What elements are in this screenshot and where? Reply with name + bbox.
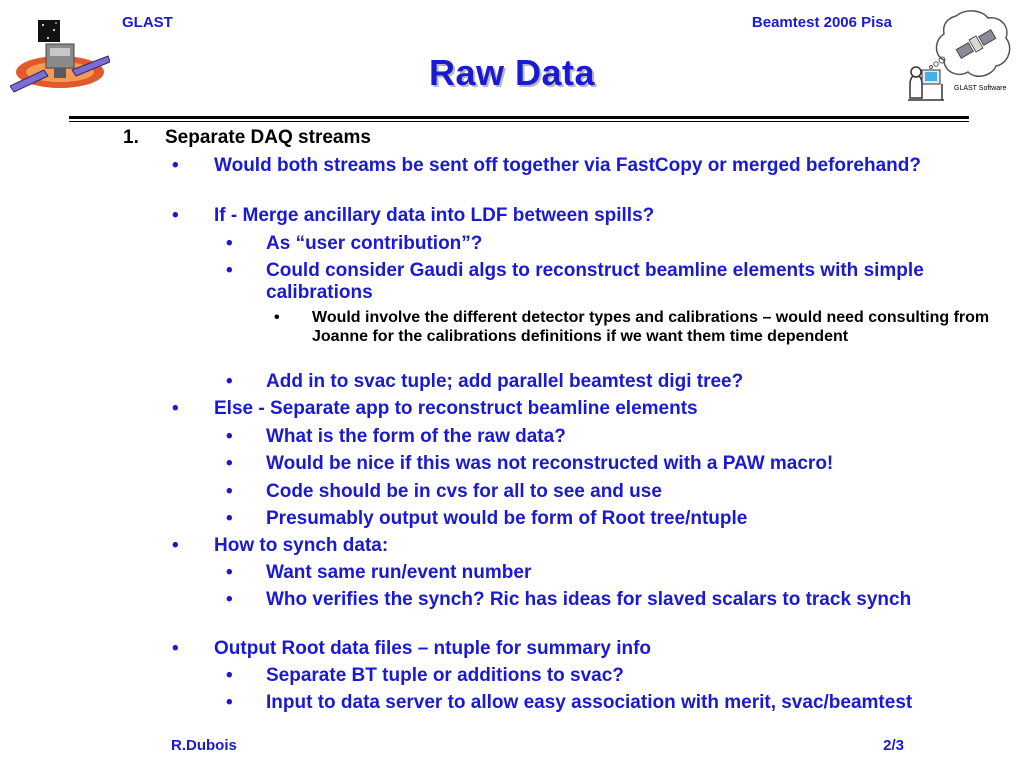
list-item — [226, 481, 986, 503]
heading-text: Separate DAQ streams — [165, 127, 371, 148]
bullet: • — [226, 692, 233, 713]
list-item — [226, 371, 986, 393]
list-item-text: Else - Separate app to reconstruct beamline elements — [214, 398, 698, 419]
list-item-text: What is the form of the raw data? — [266, 426, 566, 447]
header-left-label: GLAST — [122, 14, 173, 31]
list-item-text: Separate BT tuple or additions to svac? — [266, 665, 624, 686]
header-right-label: Beamtest 2006 Pisa — [751, 14, 892, 31]
list-item-text: Would both streams be sent off together via FastCopy or merged beforehand? — [214, 155, 921, 176]
bullet: • — [226, 426, 233, 447]
list-item — [226, 692, 986, 714]
bullet: • — [274, 309, 280, 326]
heading-item — [123, 127, 983, 149]
bullet: • — [226, 665, 233, 686]
list-item-text: Add in to svac tuple; add parallel beamtest digi tree? — [266, 371, 744, 392]
list-item — [226, 589, 986, 611]
list-item — [226, 260, 986, 304]
bullet: • — [172, 155, 179, 176]
title-divider-thin — [69, 121, 969, 122]
list-item — [172, 398, 932, 420]
list-item — [226, 562, 986, 584]
bullet: • — [226, 481, 233, 502]
list-item — [226, 453, 986, 475]
page-title: Raw Data — [428, 52, 596, 93]
list-item-text: Want same run/event number — [266, 562, 532, 583]
list-item — [172, 155, 932, 177]
list-item-text: Presumably output would be form of Root tree/ntuple — [266, 508, 748, 529]
title-divider — [69, 116, 969, 119]
list-item — [226, 665, 986, 687]
bullet: • — [226, 371, 233, 392]
list-item-text: Output Root data files – ntuple for summary info — [214, 638, 652, 659]
list-item-text: Would be nice if this was not reconstructed with a PAW macro! — [266, 453, 834, 474]
bullet: • — [172, 205, 179, 226]
list-item-text: Would involve the different detector types and calibrations – would need consulting from Joanne for the calibrations definitions if we want them time dependent — [312, 309, 990, 345]
bullet: • — [226, 260, 233, 281]
glast-software-caption: GLAST Software — [954, 85, 1007, 92]
bullet: • — [172, 638, 179, 659]
bullet: • — [226, 453, 233, 474]
bullet: • — [226, 589, 233, 610]
list-item-text: As “user contribution”? — [266, 233, 483, 254]
list-item-text: If - Merge ancillary data into LDF between spills? — [214, 205, 655, 226]
list-item — [274, 308, 999, 346]
list-item — [172, 638, 932, 660]
bullet: • — [226, 562, 233, 583]
list-item — [172, 205, 932, 227]
list-item-text: Input to data server to allow easy association with merit, svac/beamtest — [266, 692, 913, 713]
footer-author: R.Dubois — [171, 737, 237, 754]
list-item-text: Who verifies the synch? Ric has ideas for slaved scalars to track synch — [266, 589, 912, 610]
list-item — [172, 535, 932, 557]
heading-number: 1. — [123, 127, 139, 148]
list-item — [226, 233, 986, 255]
footer-page-number: 2/3 — [883, 737, 904, 754]
bullet: • — [172, 398, 179, 419]
list-item — [226, 508, 986, 530]
bullet: • — [172, 535, 179, 556]
list-item-text: Could consider Gaudi algs to reconstruct beamline elements with simple calibrations — [266, 260, 924, 303]
bullet: • — [226, 508, 233, 529]
list-item-text: How to synch data: — [214, 535, 389, 556]
list-item-text: Code should be in cvs for all to see and use — [266, 481, 662, 502]
bullet: • — [226, 233, 233, 254]
list-item — [226, 426, 986, 448]
